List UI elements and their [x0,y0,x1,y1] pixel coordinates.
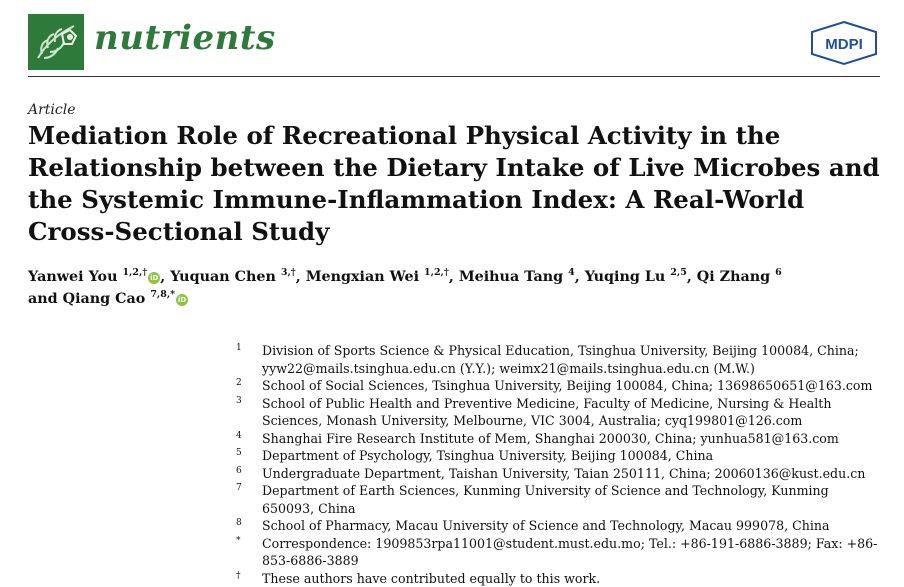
publisher-name: MDPI [825,36,863,53]
mdpi-logo-icon [808,20,880,66]
affiliation-item [234,482,884,517]
affiliation-mark: 1 [236,340,242,358]
affiliation-item [234,395,884,430]
orcid-icon[interactable]: iD [176,294,188,306]
affiliation-text: School of Public Health and Preventive Medicine, Faculty of Medicine, Nursing & Health Sciences, Monash University, Melbourne, VIC 3004, Australia; cyq199801@126.com [262,396,831,429]
affiliation-mark: * [236,533,241,551]
affiliation-mark: 8 [236,515,242,533]
affiliation-mark: 6 [236,463,242,481]
author-name: Meihua Tang [459,269,568,285]
author-separator: , [296,269,306,285]
author-affiliation-marks: 1,2,† [424,267,449,278]
affiliation-item [234,447,884,465]
author-name: and Qiang Cao [28,291,150,307]
affiliation-mark: 3 [236,393,242,411]
journal-header [0,0,904,78]
leaf-logo-icon [28,14,84,70]
affiliation-item [234,570,884,587]
affiliation-text: These authors have contributed equally to this work. [262,571,600,586]
affiliation-mark: 4 [236,428,242,446]
affiliation-mark: 7 [236,480,242,498]
affiliation-text: Department of Psychology, Tsinghua University, Beijing 100084, China [262,448,713,463]
author-name: Qi Zhang [697,269,775,285]
author-name: Yuqing Lu [585,269,671,285]
affiliation-list [234,342,884,587]
affiliation-item [234,430,884,448]
affiliation-text: School of Pharmacy, Macau University of Science and Technology, Macau 999078, China [262,518,830,533]
publisher-logo [808,20,880,70]
journal-name: nutrients [94,18,276,58]
author-affiliation-marks: 1,2,† [122,267,147,278]
article-title: Mediation Role of Recreational Physical Activity in the Relationship between the Dietary Intake of Live Microbes and the Systemic Immune-Inflammation Index: A Real-World Cross-Sectional Study [28,120,888,248]
author-separator: , [160,269,170,285]
affiliation-text: Division of Sports Science & Physical Education, Tsinghua University, Beijing 100084, China; yyw22@mails.tsinghua.edu.cn (Y.Y.); weimx21@mails.tsinghua.edu.cn (M.W.) [262,343,859,376]
affiliation-item [234,517,884,535]
author-separator: , [575,269,585,285]
affiliation-mark: 5 [236,445,242,463]
affiliation-item [234,377,884,395]
journal-logo [28,14,84,70]
author-affiliation-marks: 2,5 [670,267,687,278]
author-separator: , [449,269,459,285]
author-affiliation-marks: 7,8,* [150,289,175,300]
affiliation-text: Correspondence: 1909853rpa11001@student.must.edu.mo; Tel.: +86-191-6886-3889; Fax: +86-853-6886-3889 [262,536,877,569]
affiliation-item [234,535,884,570]
orcid-icon[interactable]: iD [148,272,160,284]
affiliation-item [234,465,884,483]
header-divider [28,76,880,77]
author-name: Yuquan Chen [170,269,281,285]
affiliation-text: Undergraduate Department, Taishan University, Taian 250111, China; 20060136@kust.edu.cn [262,466,865,481]
affiliation-item [234,342,884,377]
affiliation-text: Shanghai Fire Research Institute of Mem, Shanghai 200030, China; yunhua581@163.com [262,431,839,446]
affiliation-text: School of Social Sciences, Tsinghua University, Beijing 100084, China; 13698650651@163.com [262,378,872,393]
author-affiliation-marks: 6 [775,267,782,278]
affiliation-mark: † [236,568,241,586]
author-affiliation-marks: 4 [568,267,575,278]
author-separator: , [687,269,697,285]
affiliation-text: Department of Earth Sciences, Kunming University of Science and Technology, Kunming 650093, China [262,483,829,516]
article-type: Article [28,102,76,118]
author-list [28,266,868,310]
affiliation-mark: 2 [236,375,242,393]
author-name: Yanwei You [28,269,122,285]
author-name: Mengxian Wei [306,269,424,285]
author-affiliation-marks: 3,† [281,267,296,278]
